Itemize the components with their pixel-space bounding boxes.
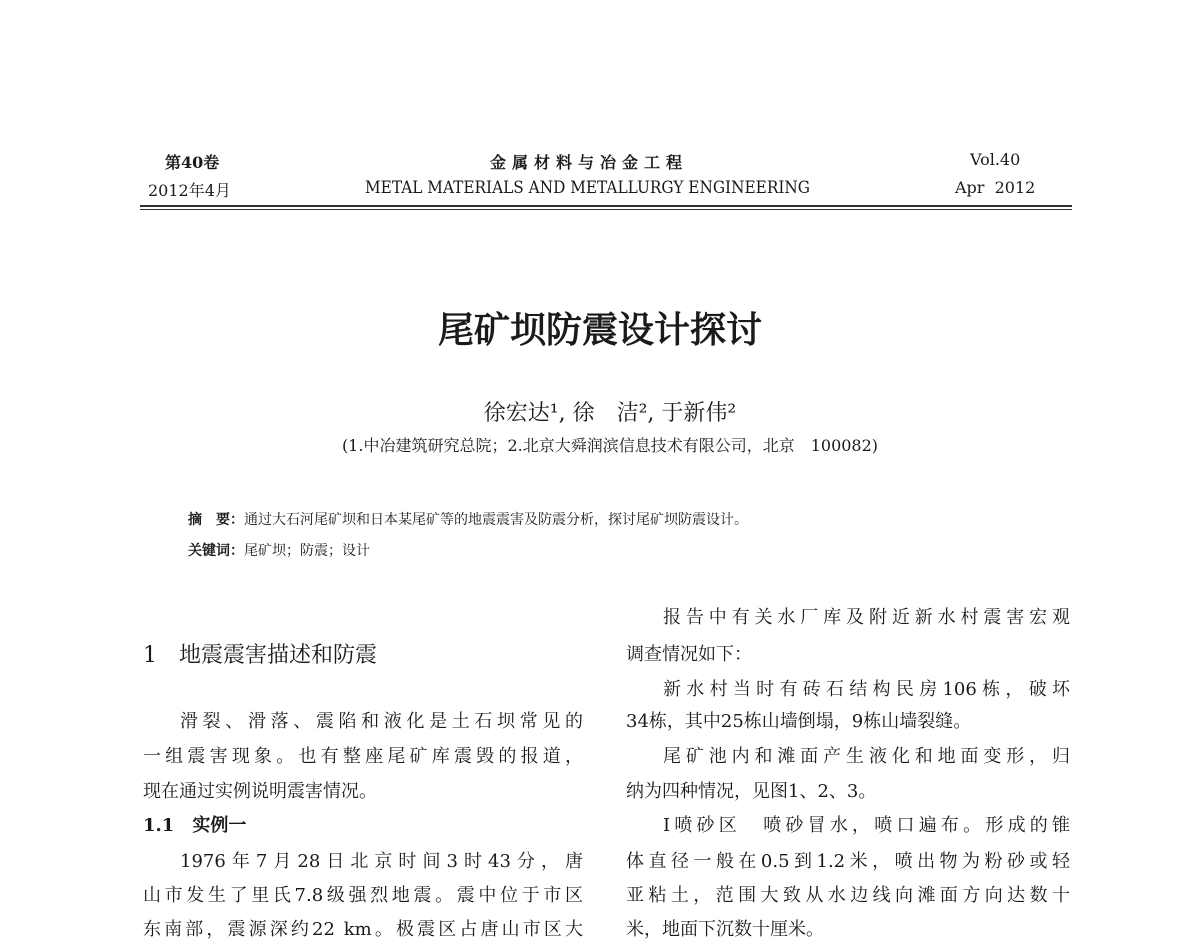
body-line: 报告中有关水厂库及附近新水村震害宏观 bbox=[663, 607, 1070, 628]
journal-title-en: METAL MATERIALS AND METALLURGY ENGINEERING bbox=[365, 178, 811, 198]
date-en: Apr 2012 bbox=[955, 178, 1036, 197]
body-line: 山市发生了里氏7.8级强烈地震。震中位于市区 bbox=[143, 885, 583, 906]
body-line: 体直径一般在0.5到1.2米，喷出物为粉砂或轻 bbox=[626, 851, 1070, 872]
body-line: 纳为四种情况，见图1、2、3。 bbox=[626, 781, 877, 802]
keywords bbox=[188, 540, 370, 560]
body-line: 一组震害现象。也有整座尾矿库震毁的报道， bbox=[143, 746, 583, 767]
abstract-text: 通过大石河尾矿坝和日本某尾矿等的地震震害及防震分析，探讨尾矿坝防震设计。 bbox=[244, 512, 748, 528]
body-line: 新水村当时有砖石结构民房106栋，破坏 bbox=[663, 679, 1070, 700]
volume-en: Vol.40 bbox=[970, 150, 1021, 169]
body-line: 东南部，震源深约22 km。极震区占唐山市区大 bbox=[143, 919, 583, 940]
date-cn: 2012年4月 bbox=[148, 181, 231, 200]
header-rule bbox=[140, 209, 1072, 210]
subsection-heading: 1.1 实例一 bbox=[143, 815, 247, 836]
body-line: 亚粘土，范围大致从水边线向滩面方向达数十 bbox=[626, 885, 1070, 906]
abstract bbox=[188, 509, 748, 529]
keywords-label: 关键词： bbox=[188, 543, 244, 559]
abstract-label: 摘 要： bbox=[188, 512, 244, 528]
body-line: 滑裂、滑落、震陷和液化是土石坝常见的 bbox=[180, 711, 583, 732]
body-line: 1976年7月28日北京时间3时43分，唐 bbox=[180, 851, 583, 872]
journal-title-cn: 金属材料与冶金工程 bbox=[490, 153, 689, 172]
body-line: 调查情况如下： bbox=[626, 644, 752, 665]
body-line: 34栋，其中25栋山墙倒塌，9栋山墙裂缝。 bbox=[626, 711, 972, 732]
body-line: 米，地面下沉数十厘米。 bbox=[626, 919, 824, 940]
body-line: 现在通过实例说明震害情况。 bbox=[143, 781, 377, 802]
keywords-text: 尾矿坝；防震；设计 bbox=[244, 543, 370, 559]
paper-title: 尾矿坝防震设计探讨 bbox=[437, 310, 762, 351]
authors: 徐宏达¹, 徐 洁², 于新伟² bbox=[483, 401, 737, 426]
header-rule bbox=[140, 205, 1072, 207]
volume-cn: 第40卷 bbox=[165, 153, 220, 172]
body-line: Ⅰ喷砂区 喷砂冒水，喷口遍布。形成的锥 bbox=[663, 815, 1070, 836]
affiliation: (1.中冶建筑研究总院；2.北京大舜润滨信息技术有限公司，北京 100082) bbox=[341, 436, 879, 455]
body-line: 尾矿池内和滩面产生液化和地面变形，归 bbox=[663, 746, 1070, 767]
section-heading: 1 地震震害描述和防震 bbox=[143, 643, 377, 668]
